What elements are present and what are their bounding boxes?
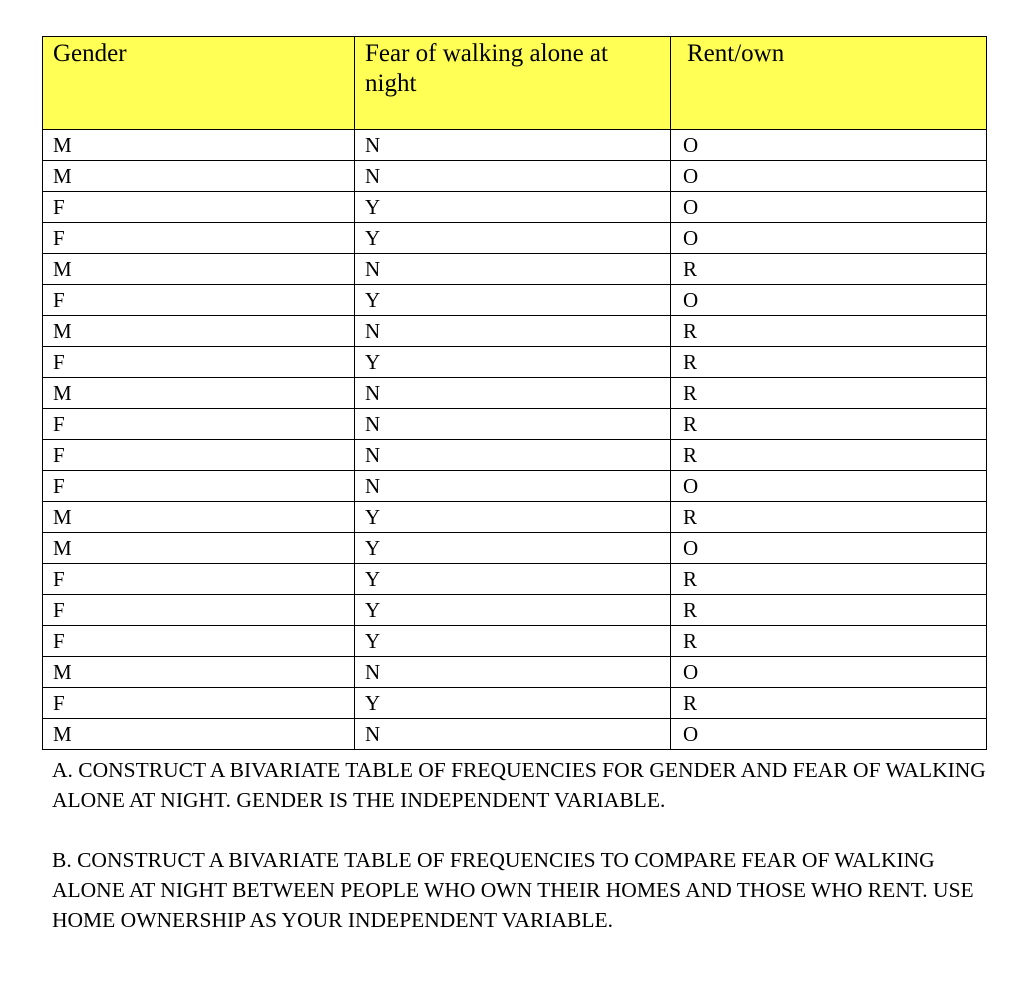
cell-gender: F: [43, 688, 355, 719]
cell-fear: N: [355, 440, 671, 471]
table-row: [43, 223, 987, 254]
cell-fear: Y: [355, 285, 671, 316]
cell-rent-own: O: [671, 471, 987, 502]
cell-rent-own: O: [671, 285, 987, 316]
cell-gender: M: [43, 161, 355, 192]
cell-rent-own: O: [671, 161, 987, 192]
cell-rent-own: O: [671, 192, 987, 223]
cell-rent-own: R: [671, 440, 987, 471]
cell-rent-own: R: [671, 254, 987, 285]
table-row: [43, 130, 987, 161]
cell-rent-own: O: [671, 533, 987, 564]
table-row: [43, 688, 987, 719]
cell-rent-own: R: [671, 595, 987, 626]
table-row: [43, 316, 987, 347]
cell-gender: M: [43, 533, 355, 564]
cell-fear: Y: [355, 626, 671, 657]
cell-rent-own: R: [671, 347, 987, 378]
table-row: [43, 192, 987, 223]
cell-gender: F: [43, 223, 355, 254]
table-row: [43, 161, 987, 192]
cell-rent-own: R: [671, 688, 987, 719]
cell-fear: Y: [355, 192, 671, 223]
cell-fear: N: [355, 316, 671, 347]
cell-gender: F: [43, 285, 355, 316]
cell-fear: N: [355, 378, 671, 409]
cell-rent-own: O: [671, 719, 987, 750]
table-row: [43, 564, 987, 595]
cell-gender: F: [43, 471, 355, 502]
question-b: B. CONSTRUCT A BIVARIATE TABLE OF FREQUENCIES TO COMPARE FEAR OF WALKING ALONE AT NIGHT BETWEEN PEOPLE WHO OWN THEIR HOMES AND THOSE WHO RENT. USE HOME OWNERSHIP AS YOUR INDEPENDENT VARIABLE.: [52, 848, 974, 932]
cell-fear: N: [355, 657, 671, 688]
table-row: [43, 595, 987, 626]
cell-fear: Y: [355, 347, 671, 378]
cell-gender: M: [43, 316, 355, 347]
cell-fear: N: [355, 130, 671, 161]
cell-gender: F: [43, 440, 355, 471]
cell-fear: Y: [355, 502, 671, 533]
header-gender: Gender: [43, 37, 355, 130]
header-fear: Fear of walking alone at night: [355, 37, 671, 130]
cell-gender: F: [43, 347, 355, 378]
cell-rent-own: R: [671, 502, 987, 533]
cell-rent-own: R: [671, 378, 987, 409]
cell-gender: F: [43, 192, 355, 223]
cell-gender: M: [43, 502, 355, 533]
cell-fear: Y: [355, 533, 671, 564]
cell-rent-own: O: [671, 657, 987, 688]
table-row: [43, 378, 987, 409]
cell-rent-own: R: [671, 316, 987, 347]
cell-fear: Y: [355, 223, 671, 254]
table-header-row: [43, 37, 987, 130]
cell-fear: N: [355, 719, 671, 750]
table-row: [43, 719, 987, 750]
cell-gender: F: [43, 626, 355, 657]
table-row: [43, 347, 987, 378]
cell-fear: N: [355, 254, 671, 285]
table-row: [43, 440, 987, 471]
table-body: [43, 130, 987, 750]
table-row: [43, 533, 987, 564]
table-row: [43, 254, 987, 285]
cell-gender: M: [43, 719, 355, 750]
table-row: [43, 471, 987, 502]
header-rent-own: Rent/own: [671, 37, 987, 130]
table-row: [43, 285, 987, 316]
cell-rent-own: R: [671, 409, 987, 440]
cell-rent-own: O: [671, 223, 987, 254]
cell-gender: F: [43, 564, 355, 595]
cell-fear: Y: [355, 688, 671, 719]
data-table: [42, 36, 987, 750]
cell-gender: M: [43, 254, 355, 285]
table-row: [43, 657, 987, 688]
cell-gender: F: [43, 409, 355, 440]
table-row: [43, 626, 987, 657]
question-a: A. CONSTRUCT A BIVARIATE TABLE OF FREQUENCIES FOR GENDER AND FEAR OF WALKING ALONE AT NIGHT. GENDER IS THE INDEPENDENT VARIABLE.: [52, 758, 986, 812]
cell-fear: Y: [355, 595, 671, 626]
cell-rent-own: O: [671, 130, 987, 161]
cell-rent-own: R: [671, 626, 987, 657]
questions: [52, 755, 992, 965]
cell-fear: N: [355, 161, 671, 192]
table-row: [43, 409, 987, 440]
cell-fear: N: [355, 409, 671, 440]
cell-fear: N: [355, 471, 671, 502]
cell-fear: Y: [355, 564, 671, 595]
table-row: [43, 502, 987, 533]
cell-gender: F: [43, 595, 355, 626]
cell-gender: M: [43, 130, 355, 161]
cell-gender: M: [43, 657, 355, 688]
cell-rent-own: R: [671, 564, 987, 595]
cell-gender: M: [43, 378, 355, 409]
